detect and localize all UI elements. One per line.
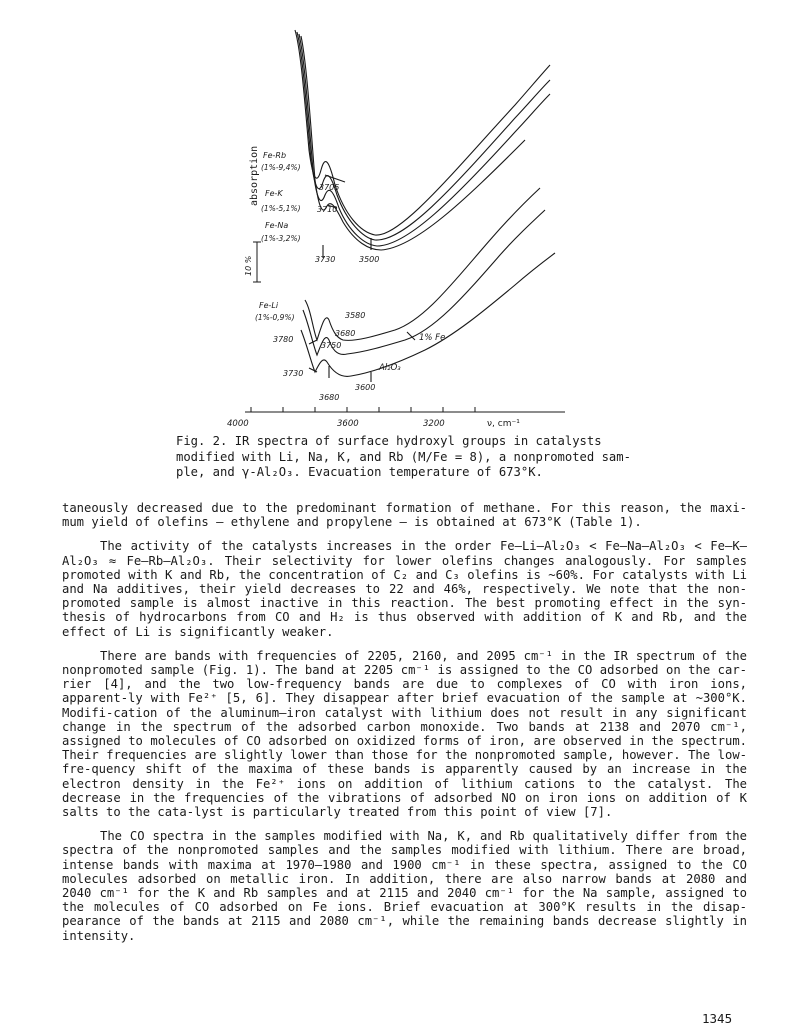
label-1pct-fe: 1% Fe <box>419 333 446 343</box>
peak-3730-upper: 3730 <box>315 255 336 264</box>
figure-caption <box>176 434 646 481</box>
x-tick-3200: 3200 <box>423 419 445 429</box>
scale-bar <box>253 242 261 282</box>
peak-3705: 3705 <box>319 183 340 192</box>
ir-spectra-figure <box>225 10 565 428</box>
x-unit: ν, cm⁻¹ <box>487 419 520 429</box>
peak-3680-lower: 3680 <box>319 393 340 402</box>
peak-3750: 3750 <box>321 341 342 350</box>
label-fe-li-pct: (1%-0,9%) <box>255 313 295 322</box>
x-tick-4000: 4000 <box>227 419 249 429</box>
peak-3730-lower: 3730 <box>283 369 304 378</box>
curve-al2o3 <box>301 253 555 376</box>
caption-line-1: Fig. 2. IR spectra of surface hydroxyl groups in catalysts <box>176 434 602 448</box>
peak-3780: 3780 <box>273 335 294 344</box>
paragraph-4: The CO spectra in the samples modified with Na, K, and Rb qualitatively differ from the spectra of the nonpromoted samples and the samples modified with lithium. There are broad, intense bands with maxima at 1970–1980 and 1900 cm⁻¹ in these spectra, assigned to the CO molecules adsorbed on metallic iron. In addition, there are also narrow bands at 2080 and 2040 cm⁻¹ for the K and Rb samples and at 2115 and 2040 cm⁻¹ for the Na sample, assigned to the molecules of CO adsorbed on Fe ions. Brief evacuation at 300°K results in the disap-pearance of the bands at 2115 and 2080 cm⁻¹, while the remaining bands decrease slightly in intensity. <box>62 829 747 943</box>
paragraph-3: There are bands with frequencies of 2205, 2160, and 2095 cm⁻¹ in the IR spectrum of the nonpromoted sample (Fig. 1). The band at 2205 cm⁻¹ is assigned to the CO adsorbed on the car-rier [4], and the two low-frequency bands are due to complexes of CO with iron ions, apparent-ly with Fe²⁺ [5, 6]. They disappear after brief evacuation of the sample at ~300°K. Modifi-cation of the aluminum–iron catalyst with lithium does not result in any significant change in the spectrum of the adsorbed carbon monoxide. Two bands at 2138 and 2070 cm⁻¹, assigned to molecules of CO adsorbed on oxidized forms of iron, are observed in the spectrum. Their frequencies are slightly lower than those for the nonpromoted sample, however. The low-fre-quency shift of the maxima of these bands is apparently caused by an increase in the electron density in the Fe²⁺ ions on addition of lithium cations to the catalyst. The decrease in the frequencies of the vibrations of adsorbed NO on iron ions on addition of K salts to the cata-lyst is particularly treated from this point of view [7]. <box>62 648 747 820</box>
label-fe-k: Fe-K <box>265 189 283 198</box>
label-fe-na-pct: (1%-3,2%) <box>261 234 301 243</box>
x-tick-3600: 3600 <box>337 419 359 429</box>
peak-3500: 3500 <box>359 255 380 264</box>
paragraph-2: The activity of the catalysts increases in the order Fe–Li–Al₂O₃ < Fe–Na–Al₂O₃ < Fe–K–Al₂O₃ ≈ Fe–Rb–Al₂O₃. Their selectivity for lower olefins changes analogously. For samples promoted with K and Rb, the concentration of C₂ and C₃ olefins is ~60%. For catalysts with Li and Na additives, their yield decreases to 22 and 46%, respectively. We note that the non-promoted sample is almost inactive in this reaction. The best promoting effect in the syn-thesis of hydrocarbons from CO and H₂ is thus observed with addition of K and Rb, and the effect of Li is significantly weaker. <box>62 539 747 639</box>
article-body <box>62 501 747 953</box>
peak-3600: 3600 <box>355 383 376 392</box>
spectra-plot <box>225 10 565 428</box>
label-fe-li: Fe-Li <box>259 301 279 310</box>
paragraph-1: taneously decreased due to the predominant formation of methane. For this reason, the maxi-mum yield of olefins — ethylene and propylene — is obtained at 673°K (Table 1). <box>62 501 747 530</box>
caption-line-3: ple, and γ-Al₂O₃. Evacuation temperature of 673°K. <box>176 465 543 479</box>
curve-fe-na <box>299 34 550 246</box>
caption-line-2: modified with Li, Na, K, and Rb (M/Fe = 8), a nonpromoted sam- <box>176 449 631 464</box>
label-fe-rb-pct: (1%-9,4%) <box>261 163 301 172</box>
label-al2o3: Al₂O₃ <box>379 363 401 373</box>
scale-bar-label: 10 % <box>244 255 253 276</box>
peak-3710: 3710 <box>317 205 338 214</box>
peak-3680-mid: 3680 <box>335 329 356 338</box>
page-number: 1345 <box>702 1011 733 1026</box>
peak-3580: 3580 <box>345 311 366 320</box>
curve-fe-na-2 <box>301 36 525 250</box>
x-axis <box>245 407 565 412</box>
label-fe-k-pct: (1%-5,1%) <box>261 204 301 213</box>
label-fe-rb: Fe-Rb <box>263 151 287 160</box>
y-axis-label: absorption <box>249 145 260 206</box>
label-fe-na: Fe-Na <box>265 221 289 230</box>
